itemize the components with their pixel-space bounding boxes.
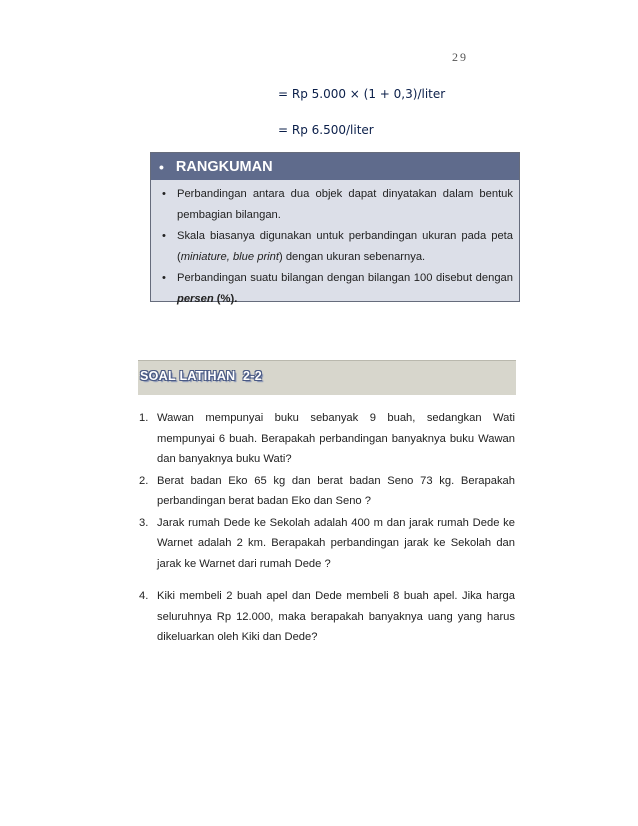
bullet-icon: • <box>162 272 166 284</box>
summary-title: RANGKUMAN <box>175 158 273 175</box>
exercise-number: 4. <box>139 590 149 602</box>
exercise-number: 2. <box>139 474 149 487</box>
section-bar <box>138 360 516 395</box>
formula-line: = Rp 6.500/liter <box>278 123 374 137</box>
exercise-number: 3. <box>139 516 149 529</box>
exercise-item <box>139 513 515 575</box>
formula-line: = Rp 5.000 × (1 + 0,3)/liter <box>278 87 446 101</box>
exercise-item <box>139 408 515 470</box>
summary-item-text: Perbandingan antara dua objek dapat dinyatakan dalam bentuk pembagian bilangan. <box>177 188 513 221</box>
summary-item <box>151 268 515 310</box>
exercise-text: Wawan mempunyai buku sebanyak 9 buah, sedangkan Wati mempunyai 6 buah. Berapakah perbandingan banyaknya buku Wawan dan banyaknya buku Wati? <box>157 412 515 465</box>
exercise-item <box>139 586 515 648</box>
page-number: 29 <box>452 50 468 64</box>
summary-box <box>150 152 520 305</box>
bullet-icon: • <box>162 230 166 242</box>
exercise-text: Jarak rumah Dede ke Sekolah adalah 400 m dan jarak rumah Dede ke Warnet adalah 2 km. Berapakah perbandingan jarak ke Sekolah dan jarak ke Warnet dari rumah Dede ? <box>157 516 515 570</box>
exercise-text: Berat badan Eko 65 kg dan berat badan Seno 73 kg. Berapakah perbandingan berat badan Eko dan Seno ? <box>157 474 515 507</box>
emphasis-text: miniature, blue print <box>180 251 279 263</box>
exercise-number: 1. <box>139 412 149 424</box>
bullet-icon: • <box>162 188 166 200</box>
exercise-list <box>139 408 515 649</box>
section-title: SOAL LATIHAN 2-2 <box>140 369 263 383</box>
exercise-text: Kiki membeli 2 buah apel dan Dede membeli 8 buah apel. Jika harga seluruhnya Rp 12.000, maka berapakah banyaknya uang yang harus dikeluarkan oleh Kiki dan Dede? <box>157 590 515 643</box>
emphasis-text: persen <box>177 293 214 305</box>
summary-item-text: Skala biasanya digunakan untuk perbandingan ukuran pada peta (miniature, blue print) dengan ukuran sebenarnya. <box>177 230 513 263</box>
summary-item <box>151 226 515 268</box>
bullet-icon: • <box>159 158 164 175</box>
summary-item <box>151 184 515 226</box>
summary-header <box>151 153 519 180</box>
summary-item-text: Perbandingan suatu bilangan dengan bilangan 100 disebut dengan persen (%). <box>177 272 513 305</box>
exercise-item <box>139 471 515 512</box>
summary-list <box>151 180 519 310</box>
